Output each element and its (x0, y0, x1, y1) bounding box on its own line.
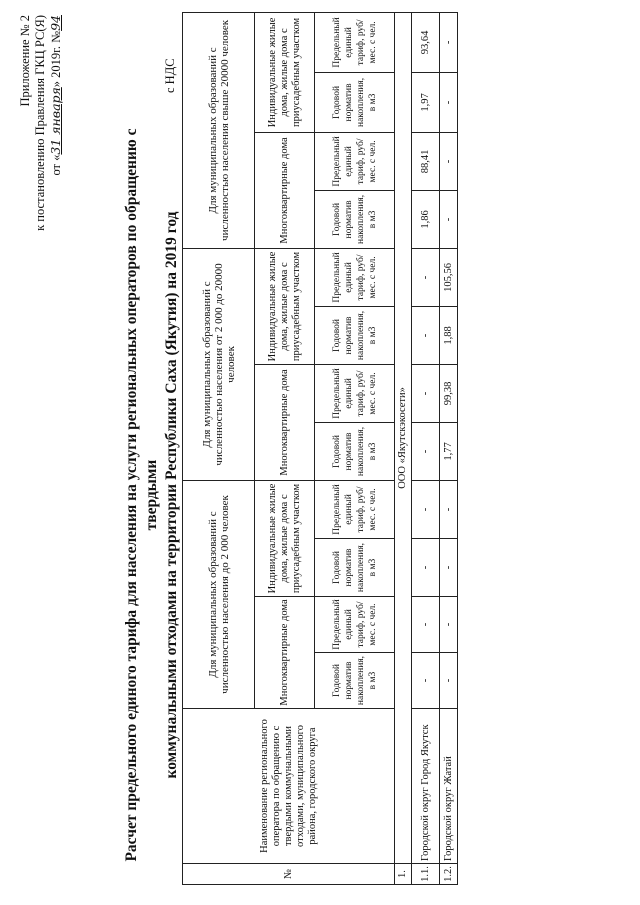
appendix-resolution: к постановлению Правления ГКЦ РС(Я) (33, 15, 47, 231)
cell: - (412, 422, 440, 480)
cell: - (440, 72, 458, 132)
tariff-table (182, 12, 458, 885)
appendix-date-line: от «31 января» 2019г. №94 (48, 15, 63, 176)
header-tariff: Предельный единый тариф, руб/мес. с чел. (315, 132, 395, 190)
title-line-2: коммунальными отходами на территории Республики Саха (Якутия) на 2019 год (163, 211, 180, 779)
cell: - (412, 306, 440, 364)
handwritten-number: 94 (48, 15, 63, 31)
cell: - (412, 597, 440, 653)
header-name: Наименование регионального оператора по обращению с твердыми коммунальными отходами, муниципального района, городского округа (183, 709, 395, 864)
vat-note: с НДС (163, 58, 177, 93)
header-norm: Годовой норматив накопления, в м3 (315, 306, 395, 364)
header-tariff: Предельный единый тариф, руб/мес. с чел. (315, 597, 395, 653)
header-num: № (183, 864, 395, 885)
appendix-block (18, 15, 64, 255)
cell: - (440, 539, 458, 597)
title-line-1: Расчет предельного единого тарифа для населения на услуги региональных операторов по обращению с твердыми (123, 128, 160, 862)
row-num: 1.2. (440, 864, 458, 885)
section-operator: ООО «Якутскэкосети» (395, 12, 412, 863)
document-title (122, 105, 182, 885)
section-row (395, 12, 412, 884)
header-norm: Годовой норматив накопления, в м3 (315, 72, 395, 132)
header-tariff: Предельный единый тариф, руб/мес. с чел. (315, 12, 395, 72)
header-mkd: Многоквартирные дома (255, 132, 315, 248)
cell: 1,77 (440, 422, 458, 480)
table-row (440, 12, 458, 884)
cell: - (412, 539, 440, 597)
header-tariff: Предельный единый тариф, руб/мес. с чел. (315, 364, 395, 422)
row-name: Городской округ Жатай (440, 709, 458, 864)
cell: 1,86 (412, 190, 440, 248)
cell: - (440, 190, 458, 248)
cell: - (440, 653, 458, 709)
cell: - (440, 12, 458, 72)
cell: 88,41 (412, 132, 440, 190)
header-mkd: Многоквартирные дома (255, 597, 315, 709)
handwritten-date: 31 января (48, 87, 63, 155)
header-norm: Годовой норматив накопления, в м3 (315, 422, 395, 480)
cell: - (412, 364, 440, 422)
cell: - (412, 480, 440, 538)
cell: 93,64 (412, 12, 440, 72)
date-prefix: от « (49, 154, 63, 176)
table-row (412, 12, 440, 884)
header-norm: Годовой норматив накопления, в м3 (315, 190, 395, 248)
header-norm: Годовой норматив накопления, в м3 (315, 539, 395, 597)
header-mkd: Многоквартирные дома (255, 364, 315, 480)
cell: - (412, 248, 440, 306)
header-izhd: Индивидуальные жилые дома, жилые дома с приусадебным участком (255, 480, 315, 596)
section-num: 1. (395, 864, 412, 885)
cell: 105,56 (440, 248, 458, 306)
cell: 99,38 (440, 364, 458, 422)
appendix-label: Приложение № 2 (18, 15, 32, 107)
header-tariff: Предельный единый тариф, руб/мес. с чел. (315, 480, 395, 538)
row-name: Городской округ Город Якутск (412, 709, 440, 864)
cell: - (440, 132, 458, 190)
header-group-1: Для муниципальных образований с численностью населения до 2 000 человек (183, 480, 255, 708)
cell: - (412, 653, 440, 709)
cell: 1,97 (412, 72, 440, 132)
header-tariff: Предельный единый тариф, руб/мес. с чел. (315, 248, 395, 306)
header-norm: Годовой норматив накопления, в м3 (315, 653, 395, 709)
date-suffix: 2019г. № (49, 30, 63, 78)
header-izhd: Индивидуальные жилые дома, жилые дома с приусадебным участком (255, 248, 315, 364)
cell: - (440, 480, 458, 538)
cell: 1,88 (440, 306, 458, 364)
header-group-2: Для муниципальных образований с численностью населения от 2 000 до 20000 человек (183, 248, 255, 480)
header-izhd: Индивидуальные жилые дома, жилые дома с приусадебным участком (255, 12, 315, 132)
cell: - (440, 597, 458, 653)
row-num: 1.1. (412, 864, 440, 885)
header-group-3: Для муниципальных образований с численностью населения свыше 20000 человек (183, 12, 255, 248)
